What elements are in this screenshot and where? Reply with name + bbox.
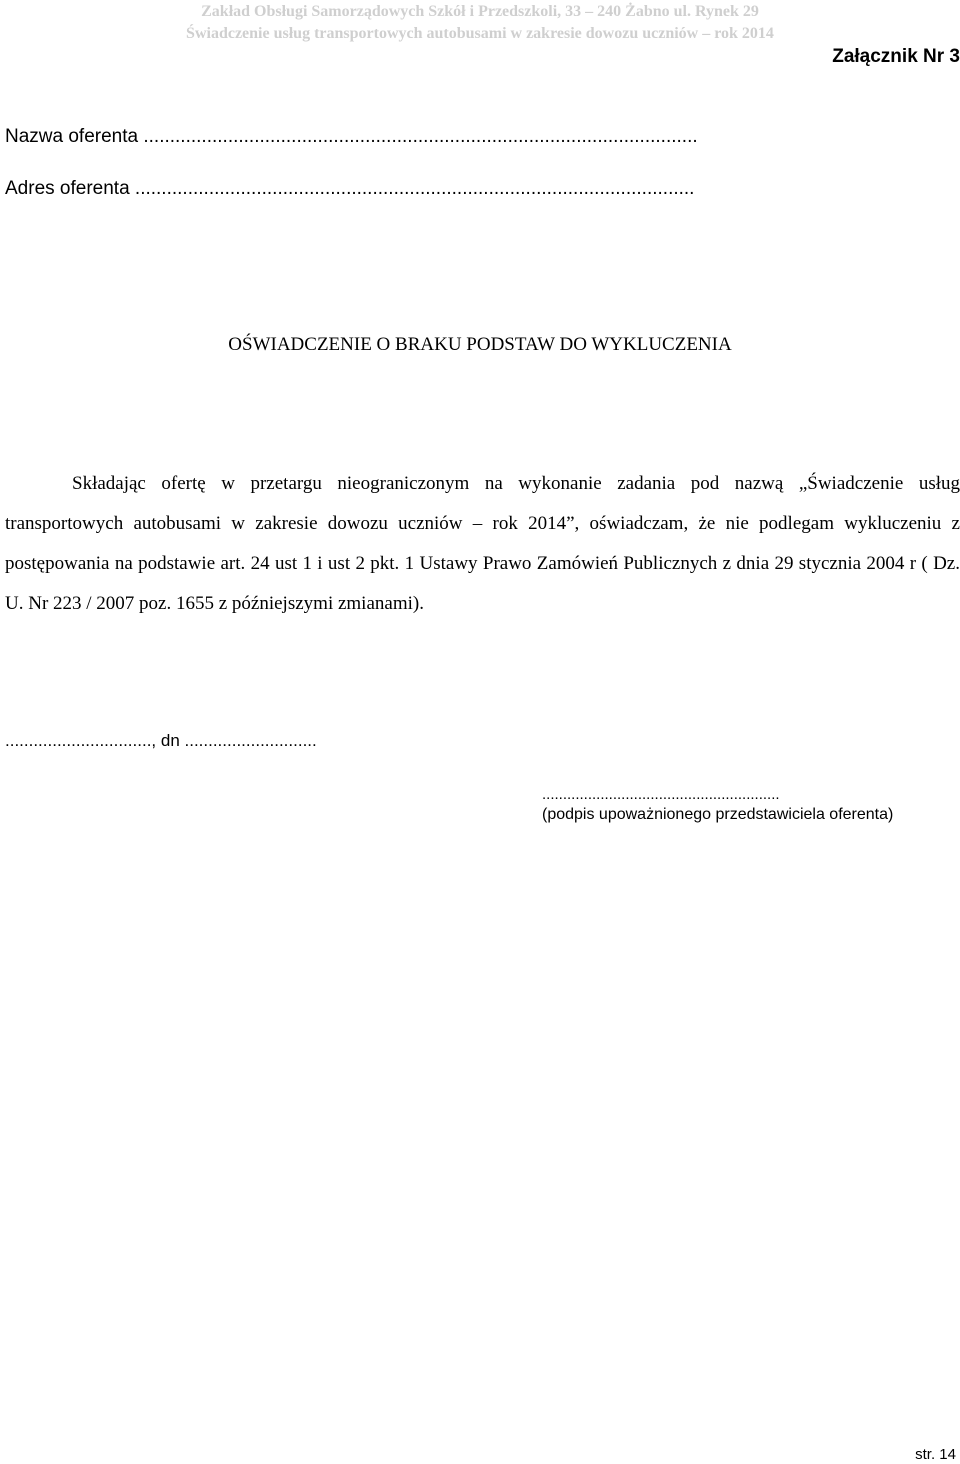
statement-paragraph: Składając ofertę w przetargu nieograniczonym na wykonanie zadania pod nazwą „Świadczenie usług transportowych autobusami w zakresie dowozu uczniów – rok 2014”, oświadczam, że nie podlegam wykluczeniu z postępowania na podstawie art. 24 ust 1 i ust 2 pkt. 1 Ustawy Prawo Zamówień Publicznych z dnia 29 stycznia 2004 r ( Dz. U. Nr 223 / 2007 poz. 1655 z późniejszymi zmianami). (5, 473, 960, 614)
signature-label: (podpis upoważnionego przedstawiciela oferenta) (542, 806, 894, 823)
header-subject: Świadczenie usług transportowych autobusami w zakresie dowozu uczniów – rok 2014 (186, 25, 774, 42)
signature-line: ......................................................... (542, 786, 780, 803)
header-institution: Zakład Obsługi Samorządowych Szkół i Przedszkoli, 33 – 240 Żabno ul. Rynek 29 (201, 3, 759, 20)
bidder-address-field: Adres oferenta .......................................................................................................... (5, 178, 695, 199)
page-title: OŚWIADCZENIE O BRAKU PODSTAW DO WYKLUCZENIA (228, 334, 732, 355)
place-date-field: ..............................., dn ............................ (5, 731, 317, 750)
page-number: str. 14 (915, 1446, 956, 1463)
annex-number: Załącznik Nr 3 (832, 46, 960, 67)
bidder-name-field: Nazwa oferenta ......................................................................................................... (5, 126, 698, 147)
